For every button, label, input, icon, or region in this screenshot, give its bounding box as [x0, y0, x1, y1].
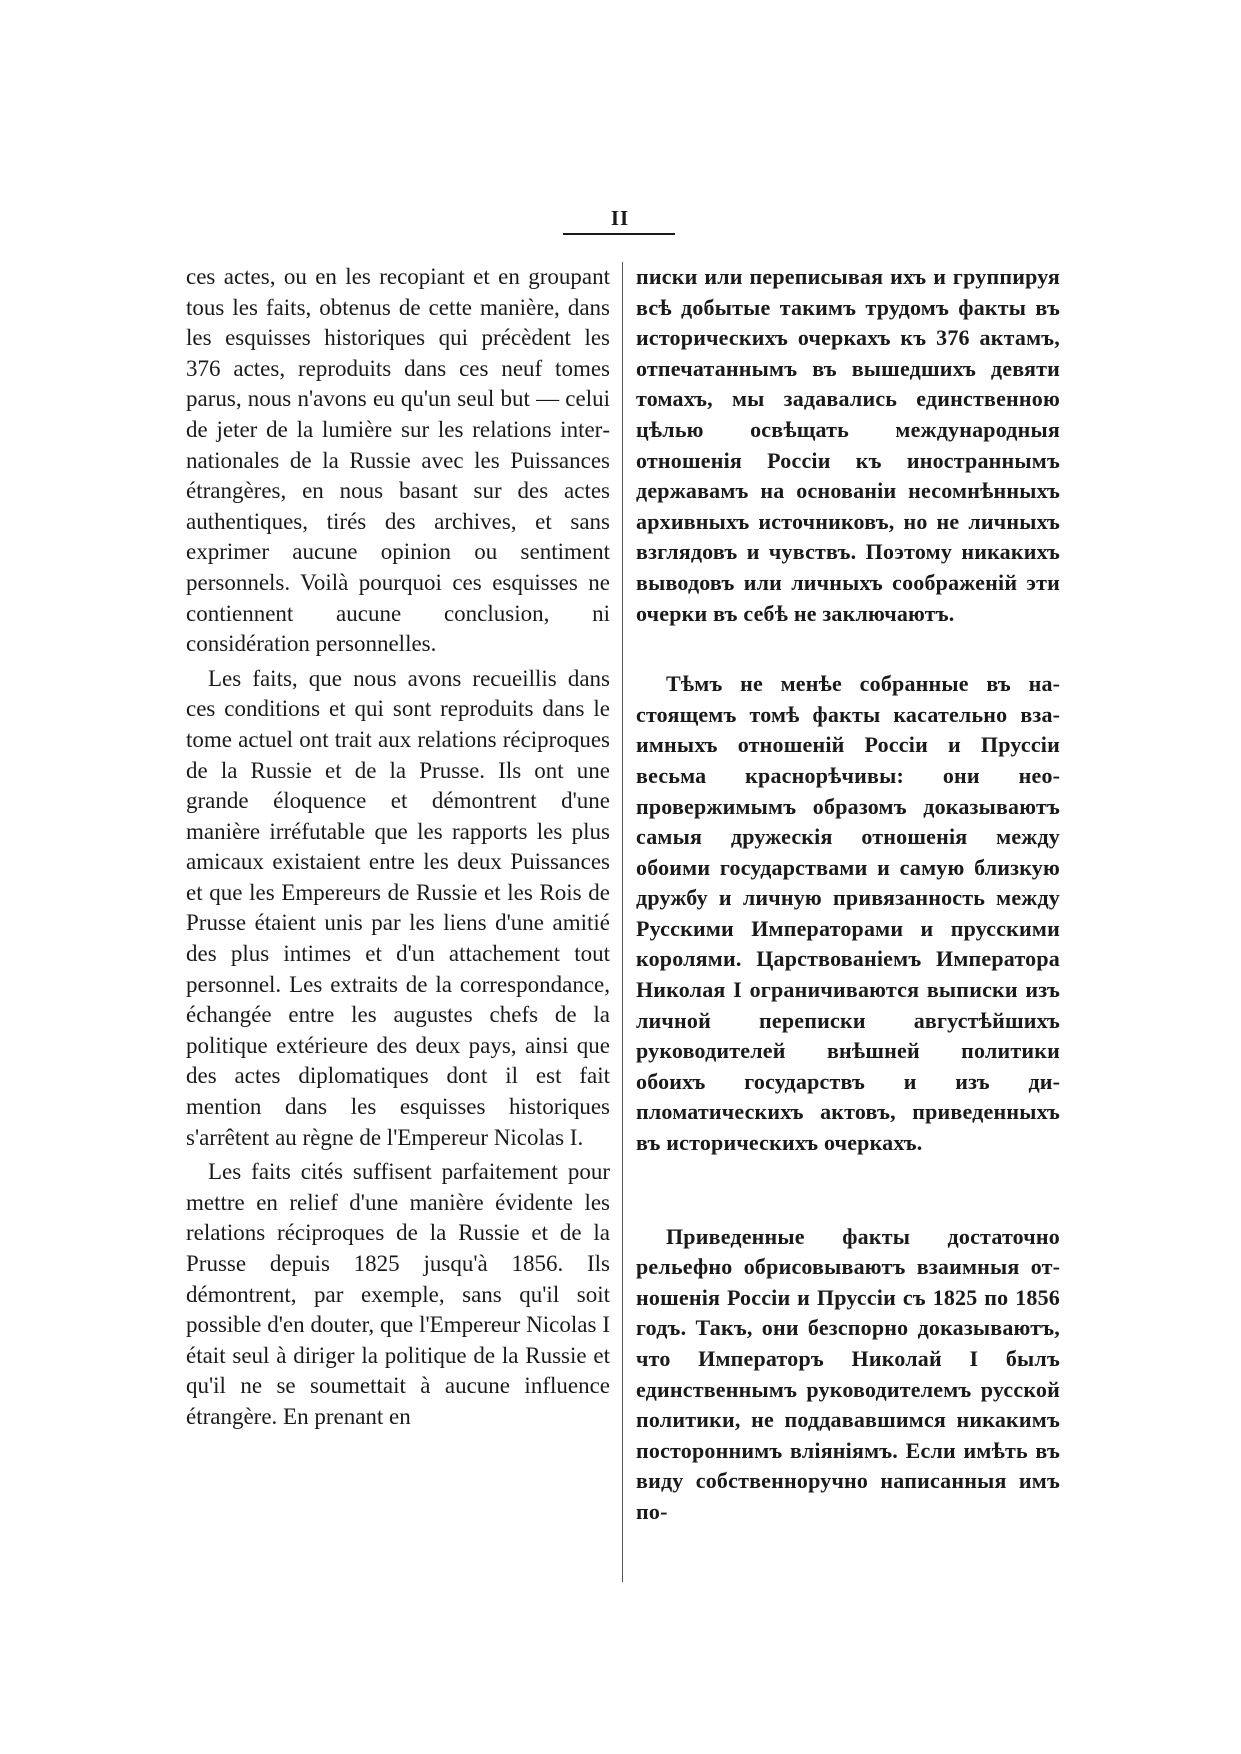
page-number: II [610, 206, 630, 230]
russian-paragraph-1: писки или переписывая ихъ и группируя всѣ добытые такимъ трудомъ факты въ историческихъ очеркахъ къ 376 актамъ, отпечатаннымъ въ вышедшихъ девяти томахъ, мы задавались единственною цѣлью освѣщать международныя отношенія Россіи къ иностраннымъ державамъ на основаніи несомнѣнныхъ архивныхъ источниковъ, но не личныхъ взглядовъ и чувствъ. Поэтому никакихъ выводовъ или личныхъ соображеній эти очерки въ себѣ не заключаютъ. [636, 264, 1060, 626]
french-paragraph-3: Les faits cités suffisent parfaitement pour mettre en relief d'une manière évidente les relations réciproques de la Russie et de la Prusse depuis 1825 jusqu'à 1856. Ils démontrent, par exemple, sans qu'il soit possible d'en douter, que l'Empereur Nicolas I était seul à diriger la politique de la Russie et qu'il ne se soumettait à aucune influence étrangère. En prenant en [186, 1159, 610, 1429]
french-paragraph-2: Les faits, que nous avons recueillis dans ces conditions et qui sont reproduits dans le tome actuel ont trait aux relations réciproques de la Russie et de la Prusse. Ils ont une grande éloquence et démontrent d'une manière irréfutable que les rapports les plus amicaux existaient entre les deux Puissances et que les Empereurs de Russie et les Rois de Prusse étaient unis par les liens d'une amitié des plus intimes et d'un attachement tout personnel. Les extraits de la correspondance, échangée entre les augustes chefs de la politique extérieure des deux pays, ainsi que des actes diplomatiques dont il est fait mention dans les esquisses historiques s'arrêtent au règne de l'Empereur Nicolas I. [186, 665, 610, 1150]
russian-paragraph-3: Приведенные факты достаточно рельефно обрисовываютъ взаимныя отношенія Россіи и Пруссіи съ 1825 по 1856 годъ. Такъ, они безспорно доказываютъ, что Императоръ Николай I былъ единственнымъ руководителемъ русской политики, не поддававшимся никакимъ постороннимъ вліяніямъ. Если имѣть въ виду собственноручно написанныя имъ по- [636, 1223, 1060, 1524]
french-column [186, 262, 610, 1433]
header-rule [563, 233, 675, 235]
russian-paragraph-2: Тѣмъ не менѣе собранные въ настоящемъ томѣ факты касательно взаимныхъ отношеній Россіи и Пруссіи весьма краснорѣчивы: они неопровержимымъ образомъ доказываютъ самыя дружескія отношенія между обоими государствами и самую близкую дружбу и личную привязанность между Русскими Императорами и прусскими королями. Царствованіемъ Императора Николая I ограничиваются выписки изъ личной переписки августѣйшихъ руководителей внѣшней политики обоихъ государствъ и изъ дипломатическихъ актовъ, приведенныхъ въ историческихъ очеркахъ. [636, 671, 1060, 1156]
french-paragraph-1: ces actes, ou en les recopiant et en groupant tous les faits, obtenus de cette manière, dans les esquisses historiques qui précèdent les 376 actes, reproduits dans ces neuf tomes parus, nous n'avons eu qu'un seul but — celui de jeter de la lumière sur les relations internationales de la Russie avec les Puissances étrangères, en nous basant sur des actes authentiques, tirés des archives, et sans exprimer aucune opinion ou sentiment personnels. Voilà pourquoi ces esquisses ne contiennent aucune conclusion, ni considération personnelles. [186, 264, 610, 657]
column-divider [622, 262, 623, 1582]
russian-column [636, 262, 1060, 1528]
